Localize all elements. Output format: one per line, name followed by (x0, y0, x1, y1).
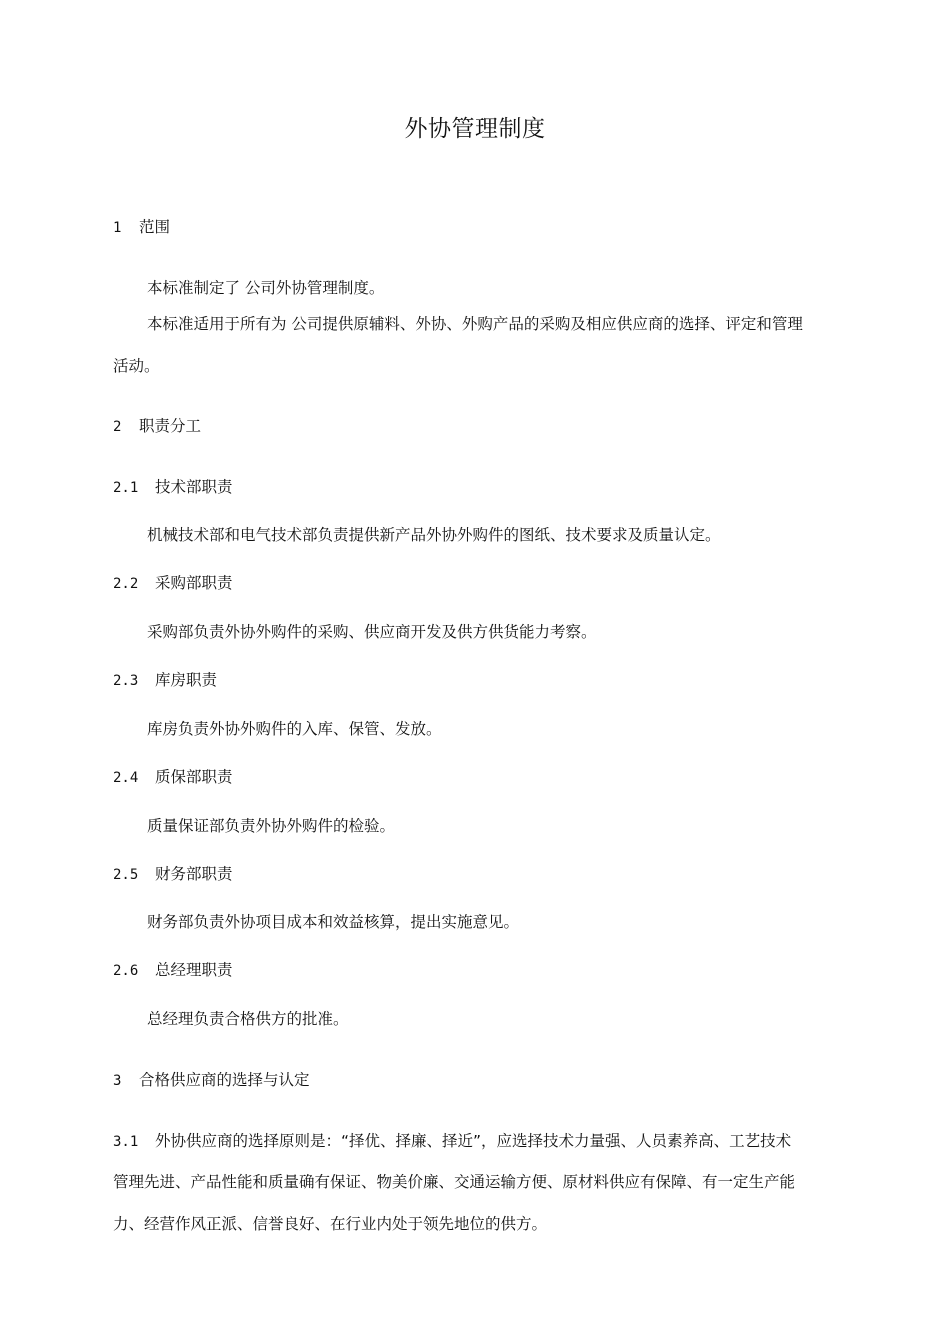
subsection-number: 3.1 (113, 1134, 139, 1150)
document-title: 外协管理制度 (404, 116, 546, 142)
subsection-title: 总经理职责 (155, 961, 233, 979)
subsection-title: 技术部职责 (155, 478, 233, 496)
section-number: 2 (113, 419, 122, 435)
section-title: 范围 (139, 218, 171, 236)
section-1-heading (113, 217, 170, 238)
subsection-title: 财务部职责 (155, 865, 233, 883)
subsection-2-1-text: 机械技术部和电气技术部负责提供新产品外协外购件的图纸、技术要求及质量认定。 (147, 526, 721, 544)
subsection-2-6-text: 总经理负责合格供方的批准。 (147, 1010, 349, 1028)
subsection-number: 2.5 (113, 867, 139, 883)
subsection-number: 2.6 (113, 963, 139, 979)
subsection-2-6-heading (113, 960, 233, 981)
section-1-paragraph-1: 本标准制定了 公司外协管理制度。 (147, 279, 385, 297)
section-title: 合格供应商的选择与认定 (139, 1071, 310, 1089)
subsection-2-2-text: 采购部负责外协外购件的采购、供应商开发及供方供货能力考察。 (147, 623, 597, 641)
subsection-title: 库房职责 (155, 671, 218, 689)
section-1-paragraph-2-line-2: 活动。 (113, 357, 160, 375)
subsection-2-3-heading (113, 670, 217, 691)
subsection-number: 2.2 (113, 576, 139, 592)
section-1-paragraph-2-line-1: 本标准适用于所有为 公司提供原辅料、外协、外购产品的采购及相应供应商的选择、评定和管理 (147, 315, 803, 333)
subsection-3-1-line-3: 力、经营作风正派、信誉良好、在行业内处于领先地位的供方。 (113, 1215, 548, 1233)
section-2-heading (113, 416, 201, 437)
subsection-2-4-text: 质量保证部负责外协外购件的检验。 (147, 817, 396, 835)
subsection-number: 2.4 (113, 770, 139, 786)
subsection-3-1-line-2: 管理先进、产品性能和质量确有保证、物美价廉、交通运输方便、原材料供应有保障、有一定生产能 (113, 1173, 796, 1191)
section-number: 3 (113, 1073, 122, 1089)
section-number: 1 (113, 220, 122, 236)
subsection-title: 质保部职责 (155, 768, 233, 786)
subsection-number: 2.1 (113, 480, 139, 496)
subsection-2-3-text: 库房负责外协外购件的入库、保管、发放。 (147, 720, 442, 738)
subsection-3-1-line-1 (113, 1131, 791, 1152)
section-3-heading (113, 1070, 310, 1091)
subsection-2-5-heading (113, 864, 233, 885)
subsection-number: 2.3 (113, 673, 139, 689)
subsection-2-5-text: 财务部负责外协项目成本和效益核算，提出实施意见。 (147, 913, 520, 931)
section-title: 职责分工 (139, 417, 202, 435)
subsection-2-2-heading (113, 573, 233, 594)
subsection-text: 外协供应商的选择原则是：“择优、择廉、择近”，应选择技术力量强、人员素养高、工艺技术 (155, 1132, 792, 1150)
subsection-2-1-heading (113, 477, 233, 498)
subsection-title: 采购部职责 (155, 574, 233, 592)
subsection-2-4-heading (113, 767, 233, 788)
